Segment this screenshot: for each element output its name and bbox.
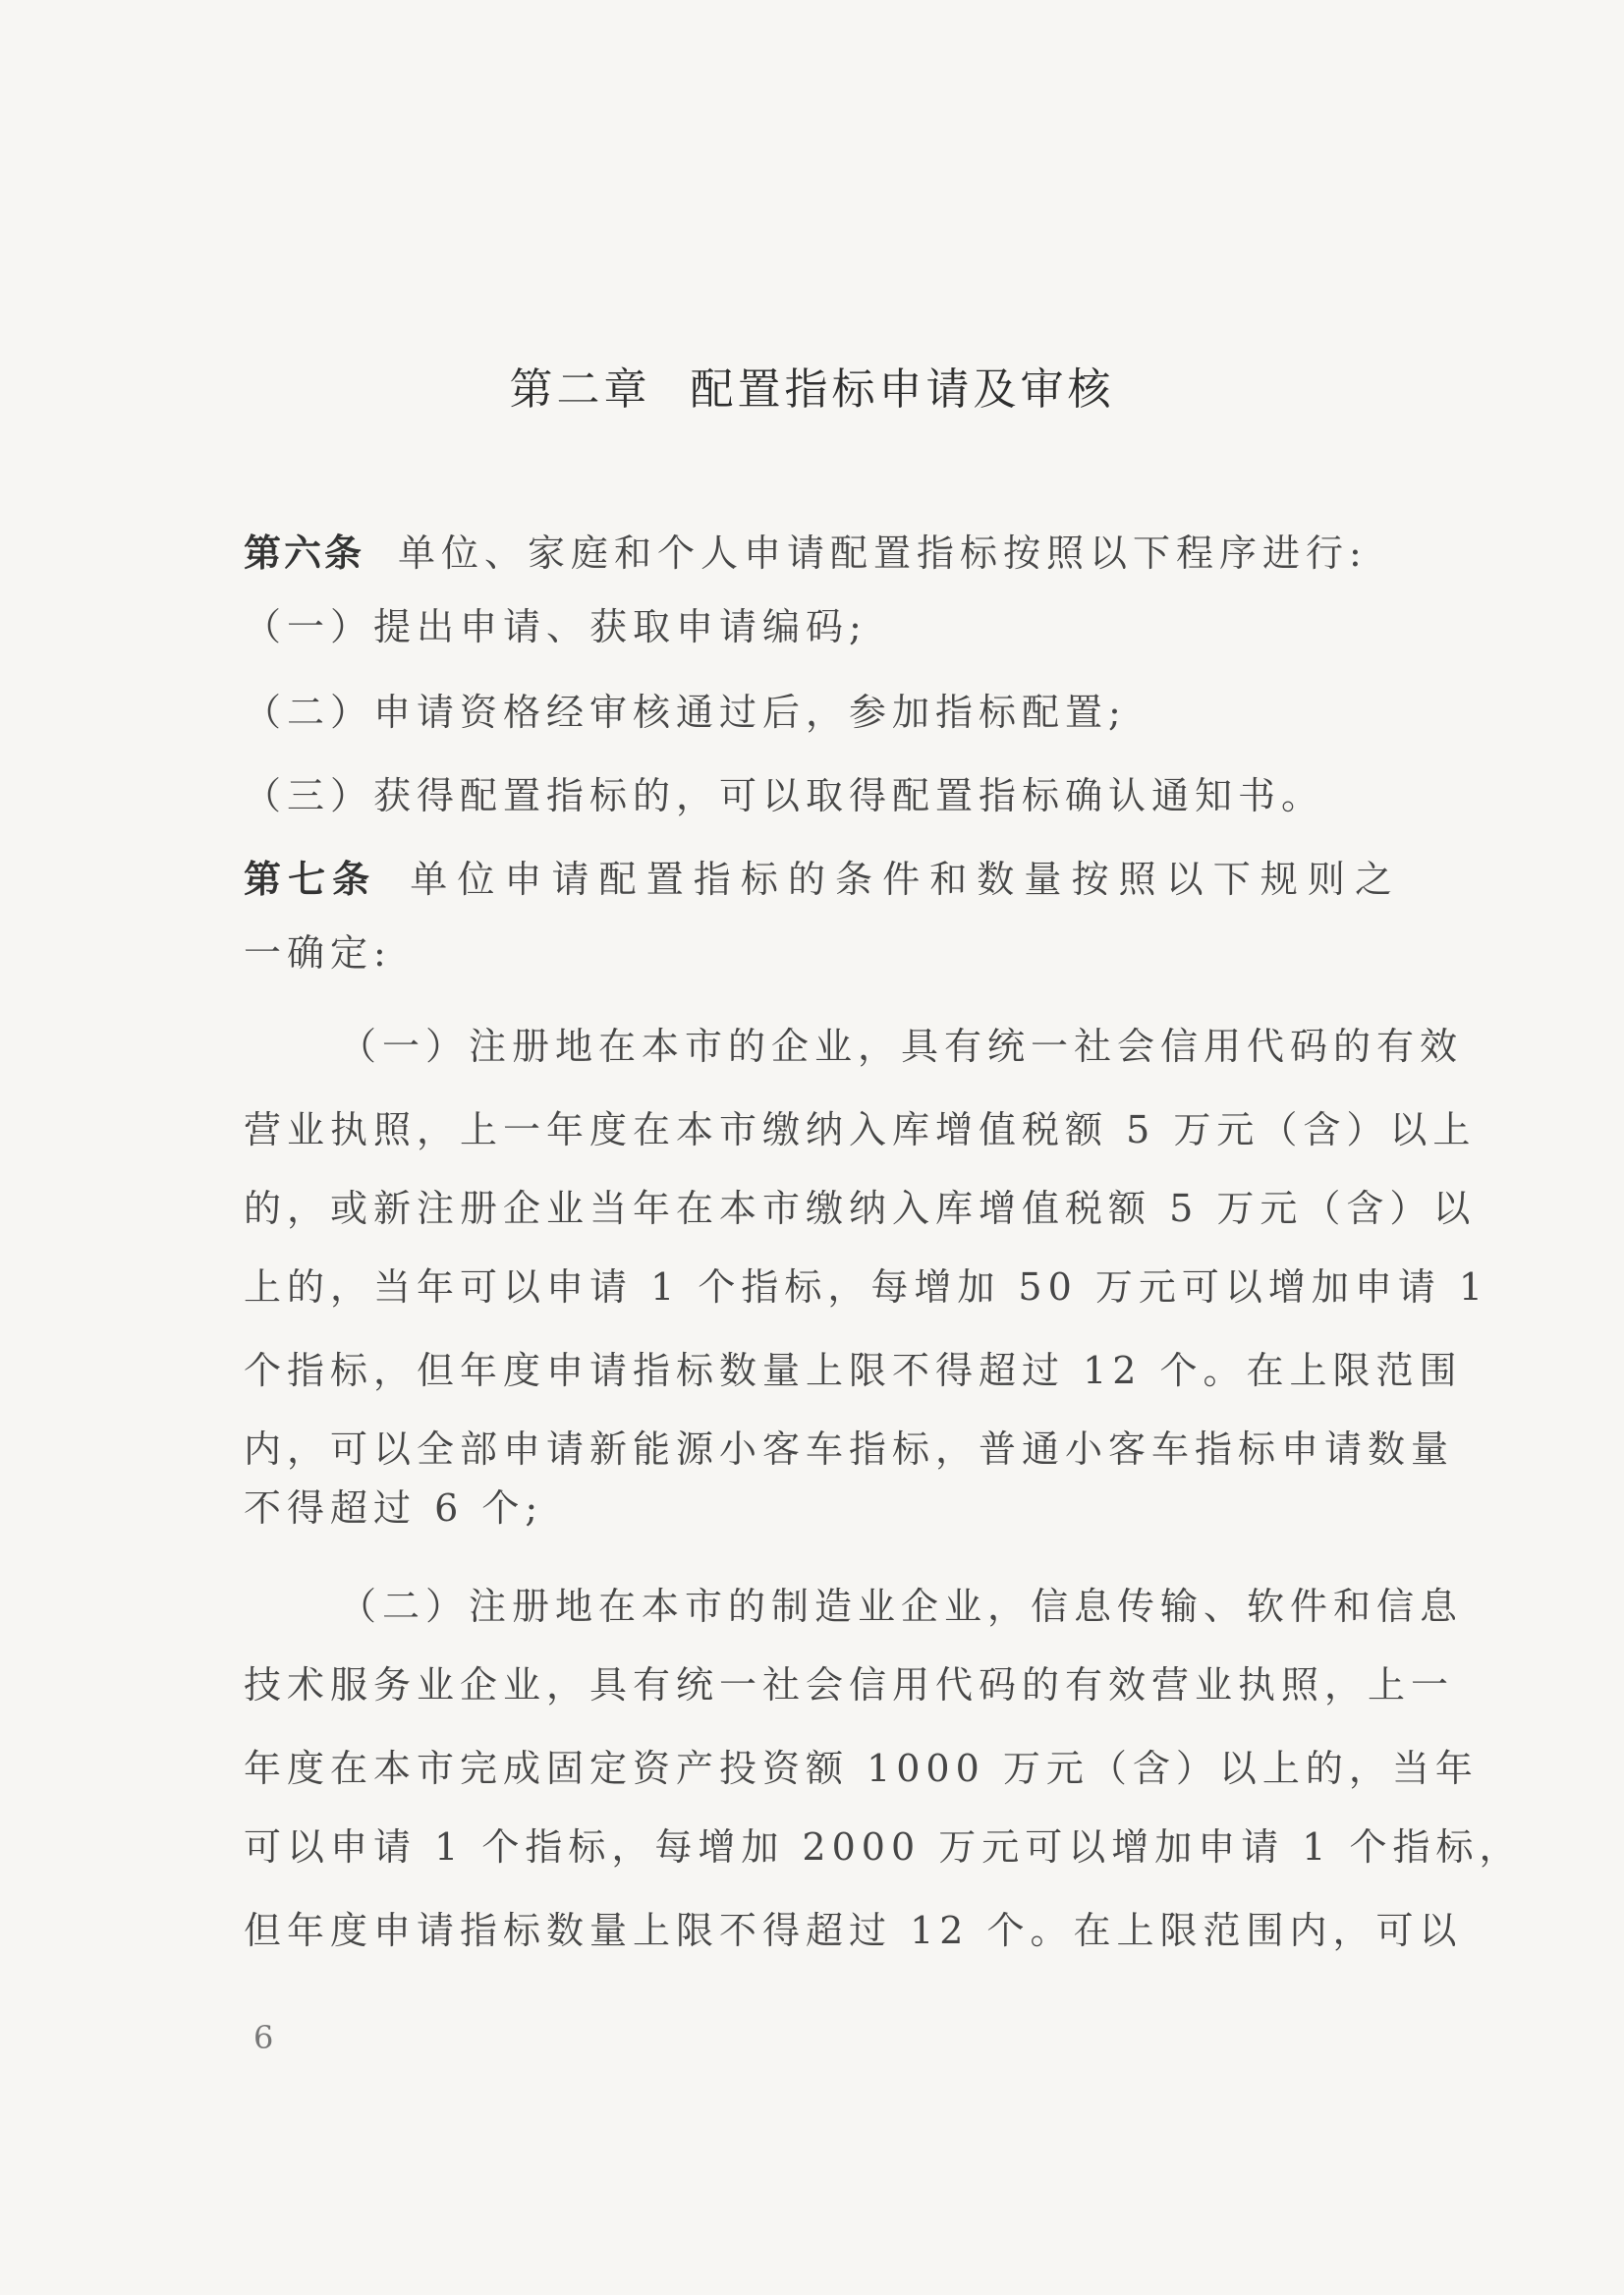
article-6-label: 第六条	[244, 532, 365, 575]
article-6-intro	[244, 524, 1398, 583]
article-7-intro-text: 单位申请配置指标的条件和数量按照以下规则之	[410, 858, 1398, 901]
chapter-number: 第二章	[509, 364, 651, 415]
clause-2-line-2: 技术服务业企业，具有统一社会信用代码的有效营业执照，上一	[244, 1663, 1455, 1707]
article-6-item-3: （三）获得配置指标的，可以取得配置指标确认通知书。	[244, 774, 1325, 817]
article-7-intro-line-1	[244, 850, 1398, 909]
article-6-item-2: （二）申请资格经审核通过后，参加指标配置;	[244, 691, 1127, 734]
clause-1-line-2: 营业执照，上一年度在本市缴纳入库增值税额 5 万元（含）以上	[244, 1108, 1477, 1151]
clause-2-line-5: 但年度申请指标数量上限不得超过 12 个。在上限范围内，可以	[244, 1909, 1463, 1952]
clause-2-line-3: 年度在本市完成固定资产投资额 1000 万元（含）以上的，当年	[244, 1747, 1479, 1790]
clause-2-line-1: （二）注册地在本市的制造业企业，信息传输、软件和信息	[339, 1585, 1464, 1628]
clause-2-line-4: 可以申请 1 个指标，每增加 2000 万元可以增加申请 1 个指标，	[244, 1825, 1523, 1869]
article-7-intro-line-2: 一确定:	[244, 931, 392, 975]
article-6-intro-text: 单位、家庭和个人申请配置指标按照以下程序进行:	[398, 532, 1368, 575]
page-number: 6	[253, 2019, 274, 2056]
article-7-label: 第七条	[244, 858, 377, 901]
clause-1-line-3: 的，或新注册企业当年在本市缴纳入库增值税额 5 万元（含）以	[244, 1187, 1477, 1230]
clause-1-line-5: 个指标，但年度申请指标数量上限不得超过 12 个。在上限范围	[244, 1349, 1463, 1392]
clause-1-line-4: 上的，当年可以申请 1 个指标，每增加 50 万元可以增加申请 1	[244, 1265, 1489, 1309]
article-6-item-1: （一）提出申请、获取申请编码;	[244, 605, 868, 648]
chapter-heading: 配置指标申请及审核	[690, 364, 1115, 415]
clause-1-line-6: 内，可以全部申请新能源小客车指标，普通小客车指标申请数量	[244, 1427, 1455, 1471]
clause-1-line-7: 不得超过 6 个;	[244, 1486, 544, 1530]
chapter-title	[0, 354, 1624, 417]
clause-1-line-1: （一）注册地在本市的企业，具有统一社会信用代码的有效	[339, 1025, 1464, 1068]
